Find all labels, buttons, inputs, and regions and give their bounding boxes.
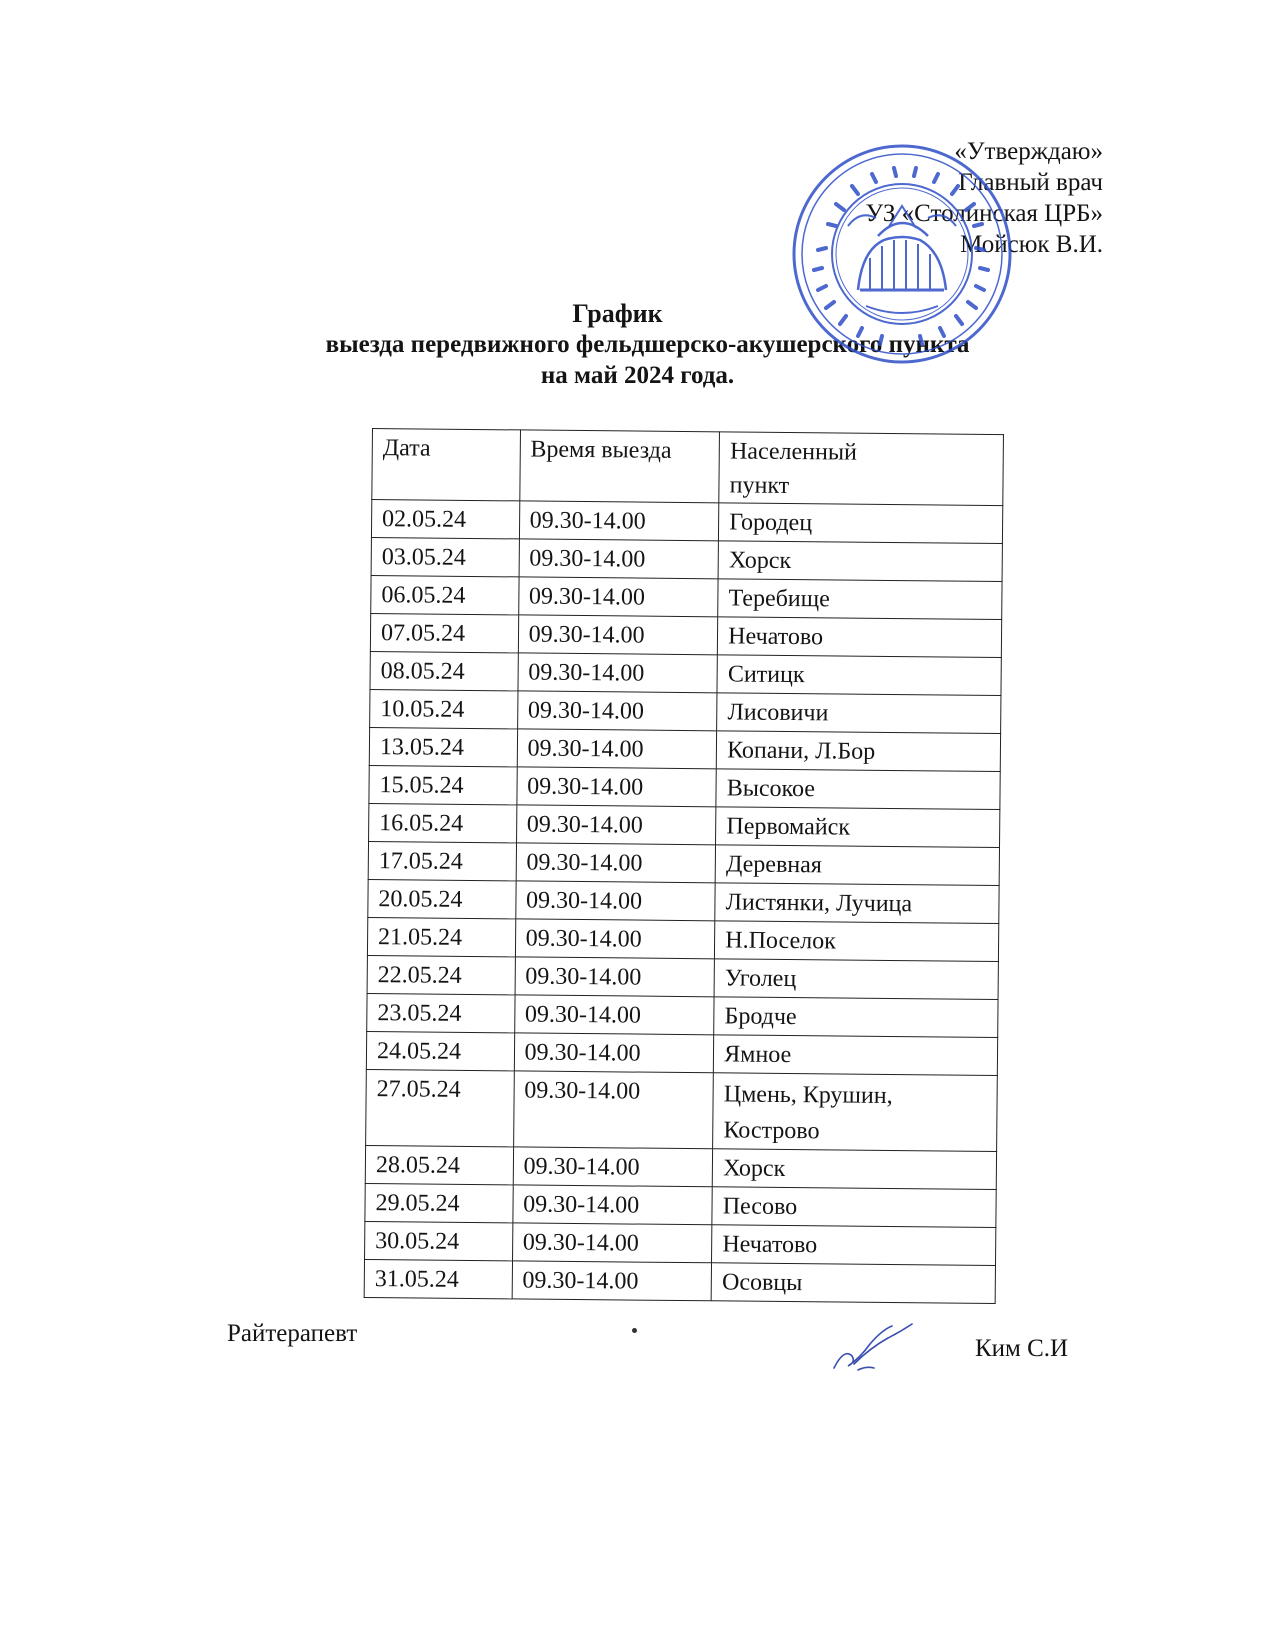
table-row xyxy=(370,651,1001,695)
table-row xyxy=(369,765,1000,809)
table-row xyxy=(365,1145,996,1189)
row-locality: Ситицк xyxy=(717,655,1001,696)
row-locality: Уголец xyxy=(714,959,998,1000)
row-date: 20.05.24 xyxy=(368,879,516,918)
row-locality: Ямное xyxy=(714,1035,998,1076)
row-locality: Песово xyxy=(712,1187,996,1228)
row-date: 06.05.24 xyxy=(371,575,519,614)
row-date: 10.05.24 xyxy=(370,689,518,728)
handwritten-signature-icon xyxy=(830,1318,920,1374)
row-date: 29.05.24 xyxy=(365,1183,513,1222)
row-date: 17.05.24 xyxy=(368,841,516,880)
scan-speck xyxy=(632,1328,637,1333)
official-stamp-icon xyxy=(788,140,1016,368)
row-time: 09.30-14.00 xyxy=(519,501,719,541)
table-header-row xyxy=(372,429,1004,506)
row-time: 09.30-14.00 xyxy=(516,767,716,807)
header-date: Дата xyxy=(372,429,520,501)
header-locality-label: Населенный пункт xyxy=(729,438,858,500)
row-date: 24.05.24 xyxy=(366,1031,514,1070)
table-row xyxy=(366,1031,997,1075)
row-date: 23.05.24 xyxy=(367,993,515,1032)
title-line-3: на май 2024 года. xyxy=(540,362,735,389)
row-locality: Осовцы xyxy=(711,1263,995,1304)
row-locality: Хорск xyxy=(712,1149,996,1190)
table-row xyxy=(371,575,1002,619)
row-time: 09.30-14.00 xyxy=(514,995,714,1035)
row-time: 09.30-14.00 xyxy=(514,1033,714,1073)
schedule-table xyxy=(364,428,1004,1304)
title-line-2: выезда передвижного фельдшерско-акушерского пункта xyxy=(325,331,970,358)
signer-name: Ким С.И xyxy=(975,1335,1069,1362)
row-date: 02.05.24 xyxy=(371,500,519,539)
row-time: 09.30-14.00 xyxy=(513,1147,713,1187)
signer-position: Райтерапевт xyxy=(227,1320,358,1347)
table-row xyxy=(367,993,998,1037)
row-time: 09.30-14.00 xyxy=(518,615,718,655)
row-locality-text: Цмень, Крушин, Кострово xyxy=(723,1081,893,1145)
approval-line-1: «Утверждаю» xyxy=(954,138,1103,165)
row-date: 16.05.24 xyxy=(369,803,517,842)
row-time: 09.30-14.00 xyxy=(516,843,716,883)
table-row xyxy=(369,803,1000,847)
row-locality: Теребище xyxy=(718,579,1002,620)
table-row xyxy=(366,1069,998,1151)
table-row xyxy=(364,1259,995,1303)
row-date: 27.05.24 xyxy=(366,1069,514,1146)
table-row xyxy=(371,537,1002,581)
approval-line-4: Мойсюк В.И. xyxy=(960,231,1103,258)
row-time: 09.30-14.00 xyxy=(513,1071,713,1149)
row-time: 09.30-14.00 xyxy=(515,957,715,997)
row-time: 09.30-14.00 xyxy=(512,1261,712,1301)
approval-line-3: УЗ «Столинская ЦРБ» xyxy=(865,200,1103,227)
document-title xyxy=(0,298,1275,391)
row-locality: Деревная xyxy=(715,845,999,886)
table-row xyxy=(371,500,1002,544)
row-date: 13.05.24 xyxy=(369,727,517,766)
header-time: Время выезда xyxy=(519,430,719,503)
table-row xyxy=(368,841,999,885)
row-date: 30.05.24 xyxy=(365,1221,513,1260)
row-date: 31.05.24 xyxy=(364,1259,512,1298)
row-time: 09.30-14.00 xyxy=(518,653,718,693)
table-row xyxy=(368,879,999,923)
row-date: 21.05.24 xyxy=(367,917,515,956)
row-time: 09.30-14.00 xyxy=(512,1223,712,1263)
row-locality: Н.Поселок xyxy=(715,921,999,962)
table-row xyxy=(367,917,998,961)
row-time: 09.30-14.00 xyxy=(519,539,719,579)
row-locality xyxy=(713,1073,997,1152)
row-time: 09.30-14.00 xyxy=(515,919,715,959)
row-date: 28.05.24 xyxy=(365,1145,513,1184)
row-time: 09.30-14.00 xyxy=(517,691,717,731)
row-locality: Копани, Л.Бор xyxy=(716,731,1000,772)
row-locality: Нечатово xyxy=(718,617,1002,658)
table-row xyxy=(365,1221,996,1265)
row-date: 15.05.24 xyxy=(369,765,517,804)
row-locality: Листянки, Лучица xyxy=(715,883,999,924)
approval-line-2: Главный врач xyxy=(958,169,1103,196)
row-locality: Нечатово xyxy=(712,1225,996,1266)
row-locality: Лисовичи xyxy=(717,693,1001,734)
row-locality: Хорск xyxy=(718,541,1002,582)
row-date: 08.05.24 xyxy=(370,651,518,690)
title-line-1: График xyxy=(572,299,663,328)
row-locality: Бродче xyxy=(714,997,998,1038)
table-row xyxy=(369,727,1000,771)
table-row xyxy=(370,613,1001,657)
table-row xyxy=(370,689,1001,733)
row-time: 09.30-14.00 xyxy=(516,805,716,845)
row-time: 09.30-14.00 xyxy=(517,729,717,769)
row-time: 09.30-14.00 xyxy=(518,577,718,617)
row-locality: Городец xyxy=(719,503,1003,544)
table-row xyxy=(365,1183,996,1227)
header-locality xyxy=(719,432,1003,506)
row-date: 03.05.24 xyxy=(371,537,519,576)
row-date: 22.05.24 xyxy=(367,955,515,994)
row-locality: Первомайск xyxy=(716,807,1000,848)
row-time: 09.30-14.00 xyxy=(515,881,715,921)
table-row xyxy=(367,955,998,999)
row-time: 09.30-14.00 xyxy=(512,1185,712,1225)
row-locality: Высокое xyxy=(716,769,1000,810)
row-date: 07.05.24 xyxy=(370,613,518,652)
